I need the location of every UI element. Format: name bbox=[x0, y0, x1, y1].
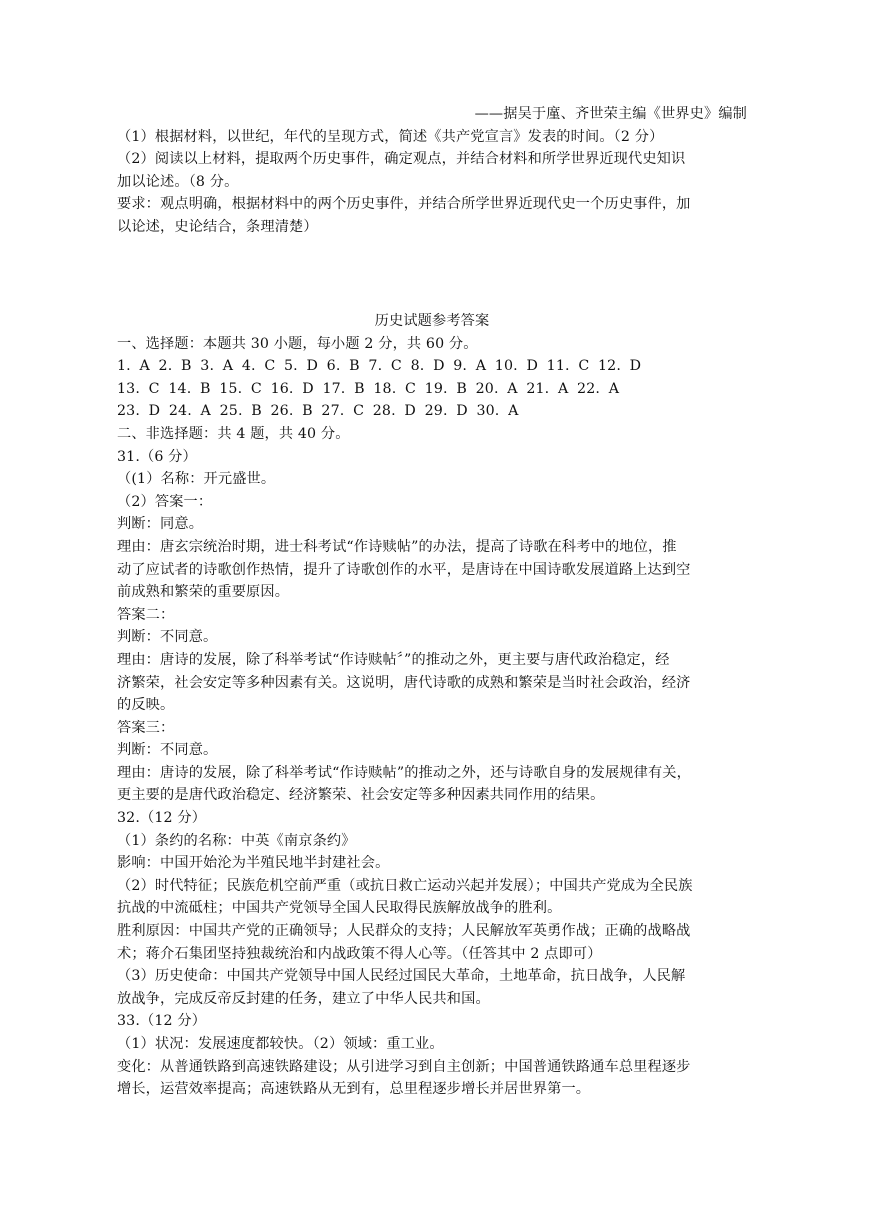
requirement-line-2: 以论述，史论结合，条理清楚） bbox=[117, 218, 318, 235]
q33-change-line-1: 变化：从普通铁路到高速铁路建设；从引进学习到自主创新；中国普通铁路通车总里程逐步 bbox=[117, 1058, 691, 1075]
q32-part-2-line-1: （2）时代特征；民族危机空前严重（或抗日救亡运动兴起并发展）；中国共产党成为全民族 bbox=[117, 877, 693, 894]
q31-answer-1-reason-line-2: 动了应试者的诗歌创作热情，提升了诗歌创作的水平，是唐诗在中国诗歌发展道路上达到空 bbox=[117, 561, 691, 578]
mc-answers-row-1: 1. A 2. B 3. A 4. C 5. D 6. B 7. C 8. D 9. A 10. D 11. C 12. D bbox=[117, 358, 642, 375]
q31-answer-1-reason-line-1: 理由：唐玄宗统治时期，进士科考试“作诗赎帖”的办法，提高了诗歌在科考中的地位，推 bbox=[117, 538, 677, 555]
mc-answers-row-3: 23. D 24. A 25. B 26. B 27. C 28. D 29. D 30. A bbox=[117, 403, 519, 420]
q32-part-1: （1）条约的名称：中英《南京条约》 bbox=[117, 832, 356, 849]
q32-victory-reasons-line-2: 术；蒋介石集团坚持独裁统治和内战政策不得人心等。（任答其中 2 点即可） bbox=[117, 945, 602, 962]
q31-answer-2-judgement: 判断：不同意。 bbox=[117, 629, 218, 646]
q31-heading: 31.（6 分） bbox=[117, 448, 197, 465]
question-1: （1）根据材料，以世纪，年代的呈现方式，简述《共产党宣言》发表的时间。（2 分） bbox=[117, 128, 664, 145]
requirement-line-1: 要求：观点明确，根据材料中的两个历史事件，并结合所学世界近现代史一个历史事件，加 bbox=[117, 196, 691, 213]
q33-change-line-2: 增长，运营效率提高；高速铁路从无到有，总里程逐步增长并居世界第一。 bbox=[117, 1081, 591, 1098]
question-2-line-1: （2）阅读以上材料，提取两个历史事件，确定观点，并结合材料和所学世界近现代史知识 bbox=[117, 151, 686, 168]
answer-key-title: 历史试题参考答案 bbox=[374, 313, 490, 329]
q33-part-1: （1）状况：发展速度都较快。（2）领域：重工业。 bbox=[117, 1036, 444, 1052]
q31-answer-1-reason-line-3: 前成熟和繁荣的重要原因。 bbox=[117, 584, 290, 601]
question-section bbox=[117, 103, 747, 239]
q31-answer-3-judgement: 判断：不同意。 bbox=[117, 742, 218, 759]
q31-answer-3-heading: 答案三： bbox=[117, 719, 175, 736]
q31-answer-1-judgement: 判断：同意。 bbox=[117, 516, 204, 533]
q33-heading: 33.（12 分） bbox=[117, 1013, 207, 1030]
q31-answer-2-reason-line-1: 理由：唐诗的发展，除了科举考试“作诗赎帖〞”的推动之外，更主要与唐代政治稳定，经 bbox=[117, 651, 670, 668]
q31-part-1: （(1）名称：开元盛世。 bbox=[117, 471, 276, 488]
q32-heading: 32.（12 分） bbox=[117, 810, 207, 827]
q32-victory-reasons-line-1: 胜利原因：中国共产党的正确领导；人民群众的支持；人民解放军英勇作战；正确的战略战 bbox=[117, 923, 691, 940]
answer-key-section bbox=[117, 310, 747, 1101]
q32-part-3-line-1: （3）历史使命：中国共产党领导中国人民经过国民大革命，土地革命，抗日战争，人民解 bbox=[117, 968, 686, 985]
q31-answer-3-reason-line-1: 理由：唐诗的发展，除了科举考试“作诗赎帖”的推动之外，还与诗歌自身的发展规律有关， bbox=[117, 764, 691, 781]
q32-part-3-line-2: 放战争，完成反帝反封建的任务，建立了中华人民共和国。 bbox=[117, 990, 490, 1007]
q32-part-1-effect: 影响：中国开始沦为半殖民地半封建社会。 bbox=[117, 855, 390, 872]
section-2-heading: 二、非选择题：共 4 题，共 40 分。 bbox=[117, 425, 350, 442]
source-citation: ——据吴于廑、齐世荣主编《世界史》编制 bbox=[474, 106, 747, 122]
q31-answer-2-heading: 答案二： bbox=[117, 606, 175, 623]
q31-answer-3-reason-line-2: 更主要的是唐代政治稳定、经济繁荣、社会安定等多种因素共同作用的结果。 bbox=[117, 787, 605, 804]
q32-part-2-line-2: 抗战的中流砥柱；中国共产党领导全国人民取得民族解放战争的胜利。 bbox=[117, 900, 562, 917]
mc-answers-row-2: 13. C 14. B 15. C 16. D 17. B 18. C 19. B 20. A 21. A 22. A bbox=[117, 380, 620, 397]
question-2-line-2: 加以论述。（8 分。 bbox=[117, 173, 239, 190]
q31-answer-2-reason-line-3: 的反映。 bbox=[117, 697, 175, 714]
section-1-heading: 一、选择题：本题共 30 小题，每小题 2 分，共 60 分。 bbox=[117, 335, 478, 352]
q31-part-2: （2）答案一： bbox=[117, 493, 213, 510]
q31-answer-2-reason-line-2: 济繁荣，社会安定等多种因素有关。这说明，唐代诗歌的成熟和繁荣是当时社会政治，经济 bbox=[117, 674, 691, 691]
